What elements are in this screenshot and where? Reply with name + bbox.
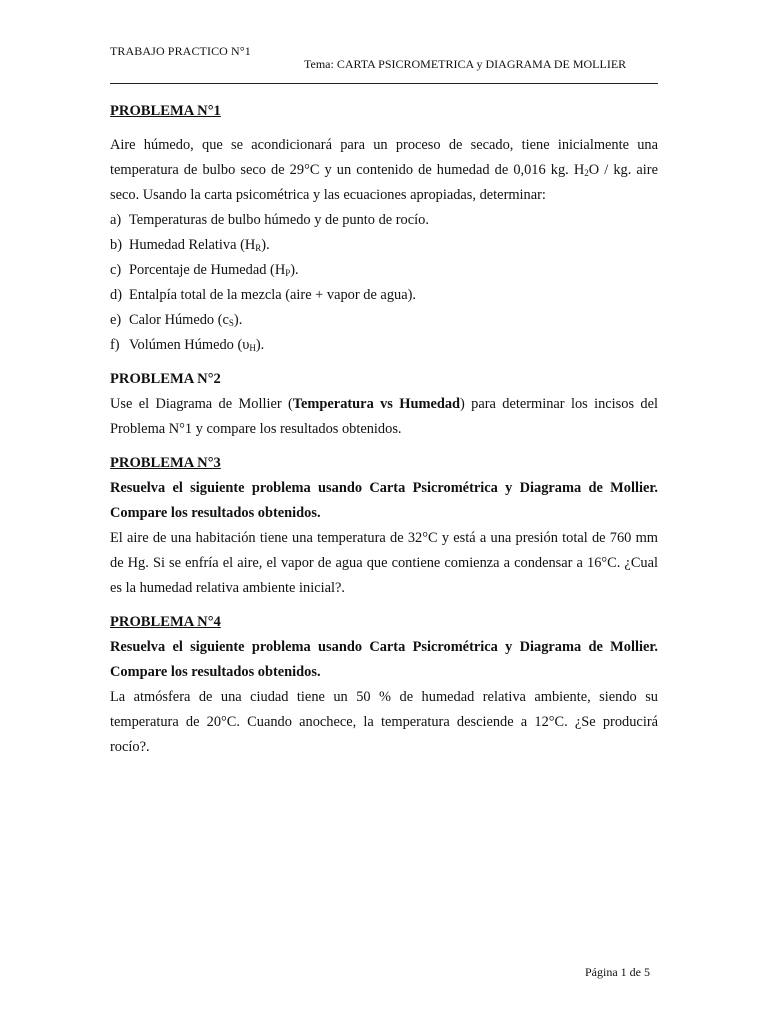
document-body — [110, 99, 658, 760]
list-item-label: e) — [110, 312, 122, 328]
problem-1-statement-part-b: O / kg. aire seco. Usando la carta psicométrica y las ecuaciones apropiadas, determinar: — [110, 162, 658, 203]
list-item — [110, 333, 658, 358]
list-item-text: Temperaturas de bulbo húmedo y de punto de rocío. — [129, 212, 429, 228]
problem-3-instructions: Resuelva el siguiente problema usando Carta Psicrométrica y Diagrama de Mollier. Compare los resultados obtenidos. — [110, 480, 658, 521]
list-item-subscript: H — [249, 343, 256, 353]
list-item-label: d) — [110, 287, 122, 303]
list-item-text: Calor Húmedo (c — [129, 312, 229, 328]
list-item-label: b) — [110, 237, 122, 253]
problem-1-statement-part-a: Aire húmedo, que se acondicionará para un proceso de secado, tiene inicialmente una temperatura de bulbo seco de 29°C y un contenido de humedad de 0,016 kg. H — [110, 137, 658, 178]
list-item-text: Humedad Relativa (H — [129, 237, 256, 253]
list-item — [110, 258, 658, 283]
list-item-after: ). — [255, 337, 265, 353]
list-item — [110, 308, 658, 333]
problem-2-title: PROBLEMA N°2 — [110, 371, 221, 387]
problem-1-list — [110, 208, 658, 358]
problem-3-statement: El aire de una habitación tiene una temperatura de 32°C y está a una presión total de 760 mm de Hg. Si se enfría el aire, el vapor de agua que contiene comienza a condensar a 16°C. ¿Cual es la humedad relativa ambiente inicial?. — [110, 530, 658, 596]
list-item-text: Volúmen Húmedo (υ — [129, 337, 250, 353]
problem-2-statement-part-b: ) para determinar los incisos del Problema N°1 y compare los resultados obtenidos. — [110, 396, 658, 437]
list-item-text: Porcentaje de Humedad (H — [129, 262, 286, 278]
list-item-after: ). — [233, 312, 243, 328]
list-item-subscript: S — [228, 318, 234, 328]
page-number: Página 1 de 5 — [585, 965, 650, 979]
problem-1-title: PROBLEMA N°1 — [110, 103, 221, 119]
list-item-subscript: R — [255, 243, 262, 253]
problem-4-instructions: Resuelva el siguiente problema usando Carta Psicrométrica y Diagrama de Mollier. Compare los resultados obtenidos. — [110, 639, 658, 680]
list-item-subscript: P — [285, 268, 291, 278]
problem-1-statement — [110, 133, 658, 208]
list-item — [110, 283, 658, 308]
list-item-after: ). — [261, 237, 270, 253]
header-course-title: TRABAJO PRACTICO N°1 — [110, 44, 251, 58]
problem-1-statement-subscript: 2 — [584, 168, 589, 178]
problem-2-statement-bold: Temperatura vs Humedad — [292, 396, 461, 412]
problem-2-statement-part-a: Use el Diagrama de Mollier ( — [110, 396, 293, 412]
list-item-label: f) — [110, 337, 120, 353]
list-item-label: a) — [110, 212, 122, 228]
list-item-label: c) — [110, 262, 122, 278]
problem-3-title: PROBLEMA N°3 — [110, 455, 221, 471]
header-topic: Tema: CARTA PSICROMETRICA y DIAGRAMA DE MOLLIER — [304, 57, 627, 71]
header-divider — [110, 83, 658, 84]
list-item — [110, 233, 658, 258]
list-item-after: ). — [290, 262, 299, 278]
problem-4-statement: La atmósfera de una ciudad tiene un 50 % de humedad relativa ambiente, siendo su temperatura de 20°C. Cuando anochece, la temperatura desciende a 12°C. ¿Se producirá rocío?. — [110, 689, 658, 755]
list-item — [110, 208, 658, 233]
list-item-text: Entalpía total de la mezcla (aire + vapor de agua). — [129, 287, 416, 303]
problem-2-statement — [110, 392, 658, 442]
problem-4-title: PROBLEMA N°4 — [110, 614, 221, 630]
